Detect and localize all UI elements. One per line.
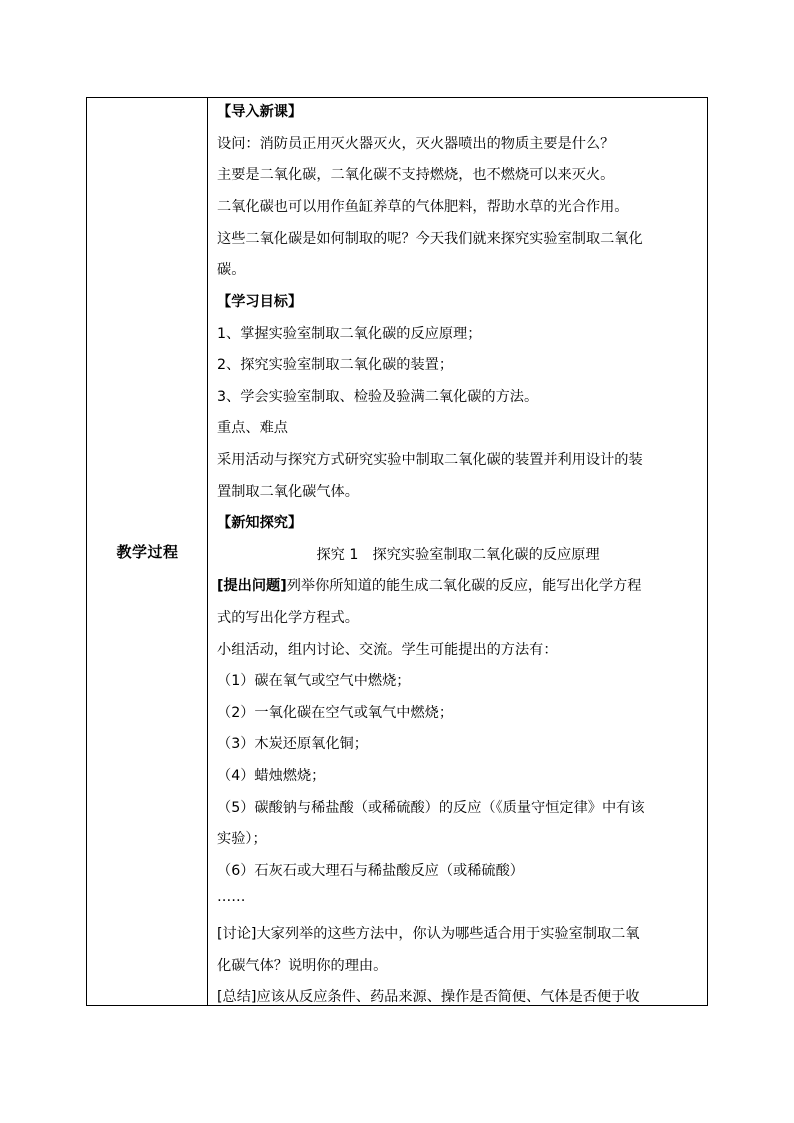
text-line: 设问：消防员正用灭火器灭火，灭火器喷出的物质主要是什么？ <box>217 136 615 152</box>
text-line: 式的写出化学方程式。 <box>217 610 359 626</box>
text-line: 实验）； <box>217 831 267 847</box>
subheading: 探究 1 探究实验室制取二氧化碳的反应原理 <box>316 547 600 563</box>
list-item: （1）碳在氧气或空气中燃烧； <box>217 673 411 689</box>
list-item: （2）一氧化碳在空气或氧气中燃烧； <box>217 705 454 721</box>
section-label: 教学过程 <box>116 543 179 561</box>
list-item: （6）石灰石或大理石与稀盐酸反应（或稀硫酸） <box>217 863 524 879</box>
text-line: 碳。 <box>217 262 246 278</box>
text-line: 二氧化碳也可以用作鱼缸养草的气体肥料，帮助水草的光合作用。 <box>217 199 629 215</box>
list-item: （5）碳酸钠与稀盐酸（或稀硫酸）的反应（《质量守恒定律》中有该 <box>217 800 645 816</box>
text-line: 主要是二氧化碳，二氧化碳不支持燃烧，也不燃烧可以来灭火。 <box>217 167 615 183</box>
text-line: 1、掌握实验室制取二氧化碳的反应原理； <box>217 326 482 342</box>
text-line: 重点、难点 <box>217 420 288 436</box>
list-item: （4）蜡烛燃烧； <box>217 768 326 784</box>
text-line: 化碳气体？说明你的理由。 <box>217 958 388 974</box>
label-column <box>87 98 208 1005</box>
text-line: 小组活动，组内讨论、交流。学生可能提出的方法有： <box>217 642 558 658</box>
text-line: 这些二氧化碳是如何制取的呢？今天我们就来探究实验室制取二氧化 <box>217 231 643 247</box>
text-line: [总结]应该从反应条件、药品来源、操作是否简便、气体是否便于收 <box>217 989 640 1005</box>
list-item: （3）木炭还原氧化铜； <box>217 736 368 752</box>
text-line: [讨论]大家列举的这些方法中，你认为哪些适合用于实验室制取二氧 <box>217 926 640 942</box>
lesson-table <box>86 97 708 1006</box>
heading-objectives: 【学习目标】 <box>217 294 303 310</box>
text-line: 采用活动与探究方式研究实验中制取二氧化碳的装置并利用设计的装 <box>217 452 643 468</box>
text-line: 3、学会实验室制取、检验及验满二氧化碳的方法。 <box>217 389 539 405</box>
bracket-label: [提出问题] <box>217 578 287 594</box>
bracket-text: 列举你所知道的能生成二氧化碳的反应，能写出化学方程 <box>286 578 642 594</box>
text-line <box>217 576 641 596</box>
ellipsis: …… <box>217 889 246 905</box>
text-line: 2、探究实验室制取二氧化碳的装置； <box>217 357 454 373</box>
content-column <box>209 98 707 1005</box>
heading-intro: 【导入新课】 <box>217 104 303 120</box>
heading-explore: 【新知探究】 <box>217 515 303 531</box>
text-line: 置制取二氧化碳气体。 <box>217 484 359 500</box>
